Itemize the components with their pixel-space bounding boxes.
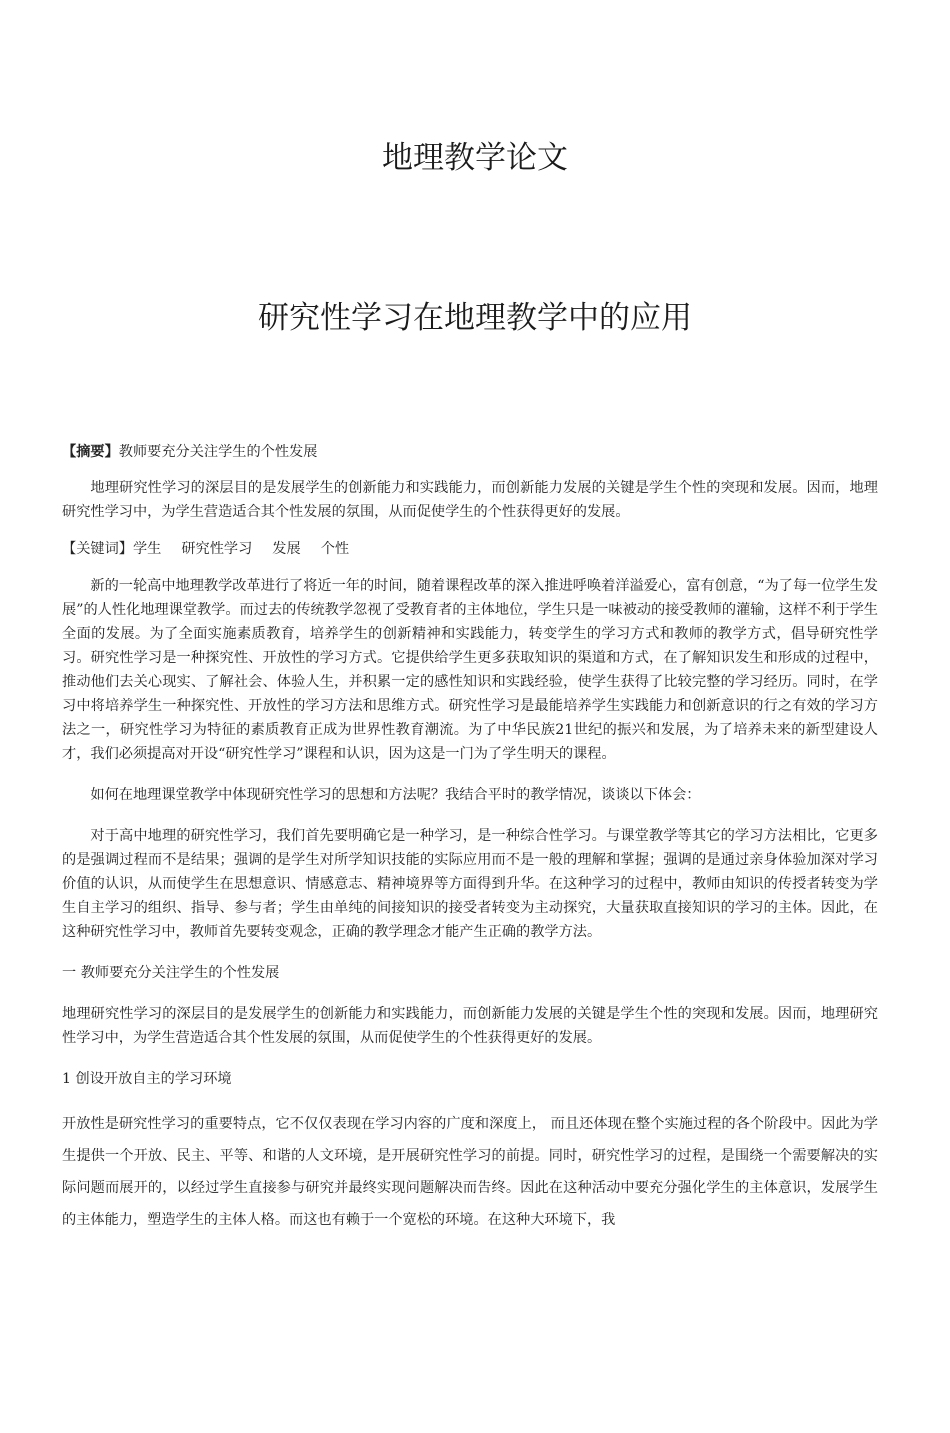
subsection-heading: 1 创设开放自主的学习环境 <box>62 1071 232 1087</box>
abstract-paragraph: 地理研究性学习的深层目的是发展学生的创新能力和实践能力，而创新能力发展的关键是学生个性的突现和发展。因而，地理研究性学习中，为学生营造适合其个性发展的氛围，从而促使学生的个性获得更好的发展。 <box>62 480 878 520</box>
document-title: 地理教学论文 <box>382 140 568 176</box>
keyword-item: 学生 <box>132 541 162 557</box>
subsection-paragraph: 开放性是研究性学习的重要特点，它不仅仅表现在学习内容的广度和深度上， 而且还体现在整个实施过程的各个阶段中。因此为学生提供一个开放、民主、平等、和谐的人文环境，是开展研究性学习的前提。同时，研究性学习的过程，是围绕一个需要解决的实际问题而展开的，以经过学生直接参与研究并最终实现问题解决而告终。因此在这种活动中要充分强化学生的主体意识，发展学生的主体能力，塑造学生的主体人格。而这也有赖于一个宽松的环境。在这种大环境下，我 <box>62 1116 878 1228</box>
body-paragraph: 如何在地理课堂教学中体现研究性学习的思想和方法呢？我结合平时的教学情况，谈谈以下体会： <box>90 787 701 803</box>
section-paragraph: 地理研究性学习的深层目的是发展学生的创新能力和实践能力，而创新能力发展的关键是学生个性的突现和发展。因而，地理研究性学习中，为学生营造适合其个性发展的氛围，从而促使学生的个性获得更好的发展。 <box>62 1006 878 1046</box>
keywords-line <box>62 537 878 561</box>
abstract-line <box>62 440 878 464</box>
body-paragraph: 对于高中地理的研究性学习，我们首先要明确它是一种学习，是一种综合性学习。与课堂教学等其它的学习方法相比，它更多的是强调过程而不是结果；强调的是学生对所学知识技能的实际应用而不是一般的理解和掌握；强调的是通过亲身体验加深对学习价值的认识，从而使学生在思想意识、情感意志、精神境界等方面得到升华。在这种学习的过程中，教师由知识的传授者转变为学生自主学习的组织、指导、参与者；学生由单纯的间接知识的接受者转变为主动探究，大量获取直接知识的学习的主体。因此，在这种研究性学习中，教师首先要转变观念，正确的教学理念才能产生正确的教学方法。 <box>62 828 878 940</box>
section-heading: 一 教师要充分关注学生的个性发展 <box>62 965 280 981</box>
body-paragraph: 新的一轮高中地理教学改革进行了将近一年的时间，随着课程改革的深入推进呼唤着洋溢爱心，富有创意，“为了每一位学生发展”的人性化地理课堂教学。而过去的传统教学忽视了受教育者的主体地位，学生只是一味被动的接受教师的灌输，这样不利于学生全面的发展。为了全面实施素质教育，培养学生的创新精神和实践能力，转变学生的学习方式和教师的教学方式，倡导研究性学习。研究性学习是一种探究性、开放性的学习方式。它提供给学生更多获取知识的渠道和方式，在了解知识发生和形成的过程中，推动他们去关心现实、了解社会、体验人生，并积累一定的感性知识和实践经验，使学生获得了比较完整的学习经历。同时，在学习中将培养学生一种探究性、开放性的学习方法和思维方式。研究性学习是最能培养学生实践能力和创新意识的行之有效的学习方法之一，研究性学习为特征的素质教育正成为世界性教育潮流。为了中华民族21世纪的振兴和发展，为了培养未来的新型建设人才，我们必须提高对开设“研究性学习”课程和认识，因为这是一门为了学生明天的课程。 <box>62 578 878 762</box>
keyword-item: 发展 <box>272 541 301 557</box>
abstract-label: 【摘要】 <box>62 444 119 460</box>
keywords-label: 【关键词】 <box>62 541 133 557</box>
document-subtitle: 研究性学习在地理教学中的应用 <box>258 300 692 336</box>
keyword-item: 研究性学习 <box>181 541 253 557</box>
abstract-text: 教师要充分关注学生的个性发展 <box>118 444 318 460</box>
keyword-item: 个性 <box>320 541 350 557</box>
document-body <box>62 440 878 1236</box>
